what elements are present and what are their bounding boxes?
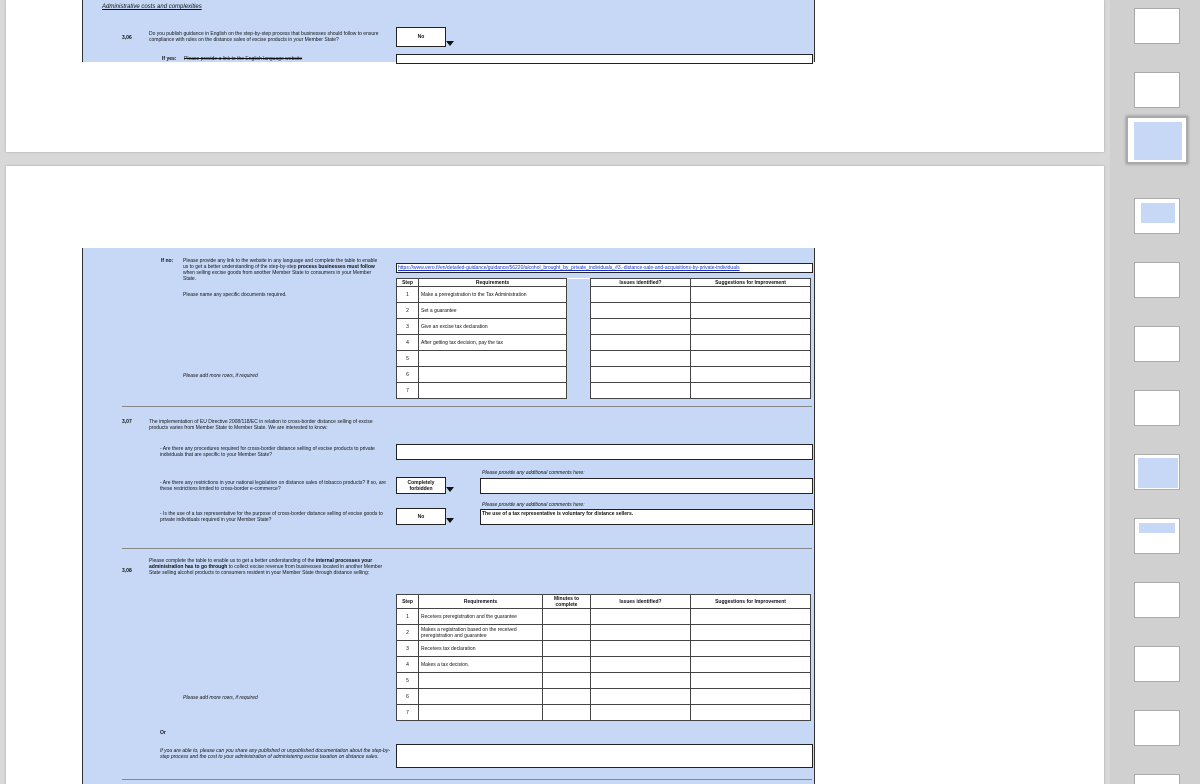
step-number: 3 — [397, 319, 419, 335]
page-thumbnail[interactable] — [1134, 326, 1180, 362]
page-thumbnail[interactable] — [1134, 198, 1180, 234]
issues-cell[interactable] — [591, 689, 691, 705]
requirement-cell[interactable] — [419, 705, 543, 721]
requirement-cell[interactable]: After getting tax decision, pay the tax — [419, 335, 567, 351]
if-yes-text: Please provide a link to the English language website — [184, 56, 303, 62]
requirement-cell[interactable] — [419, 351, 567, 367]
question-intro: The implementation of EU Directive 2008/118/EC in relation to cross-border distance selling of excise products varies from Member State to Member State. We are interested to know: — [149, 419, 373, 431]
table-row — [397, 625, 811, 641]
table-row — [397, 641, 811, 657]
step-number: 5 — [397, 351, 419, 367]
table-row — [397, 673, 811, 689]
restrictions-dropdown[interactable]: Completely forbidden — [396, 477, 446, 494]
question-text: Do you publish guidance in English on the step-by-step process that businesses should follow to ensure compliance with rules on the distance sales of excise products in your Member State? — [149, 31, 379, 43]
share-documentation-prompt: If you are able to, please can you share any published or unpublished documentation about the step-by-step process and the cost to your administration of administering excise taxation on distance sales. — [160, 748, 390, 760]
issues-cell[interactable] — [591, 351, 691, 367]
minutes-cell[interactable] — [543, 641, 591, 657]
suggestions-cell[interactable] — [691, 657, 811, 673]
suggestions-cell[interactable] — [691, 303, 811, 319]
table-gap — [567, 303, 591, 319]
minutes-cell[interactable] — [543, 657, 591, 673]
if-no-text: Please provide any link to the website in any language and complete the table to enable us to get a better understanding of the step-by-step process businesses must follow when selling excise goods from another Member State to consumers in your Member State. — [183, 258, 378, 282]
col-header-step: Step — [397, 279, 419, 287]
step-number: 6 — [397, 367, 419, 383]
divider — [122, 406, 812, 407]
table-gap — [567, 319, 591, 335]
issues-cell[interactable] — [591, 319, 691, 335]
page-thumbnail[interactable] — [1134, 72, 1180, 108]
border-line — [814, 248, 815, 784]
step-number: 7 — [397, 383, 419, 399]
border-line — [82, 248, 83, 784]
table-row — [397, 705, 811, 721]
issues-cell[interactable] — [591, 303, 691, 319]
col-header-suggestions: Suggestions for Improvement — [691, 279, 811, 287]
table-row — [397, 303, 811, 319]
table-row — [397, 383, 811, 399]
subquestion-procedures: - Are there any procedures required for cross-border distance selling of excise products to private individuals that are specific to your Member State? — [160, 446, 375, 458]
col-header-requirements: Requirements — [419, 279, 567, 287]
issues-cell[interactable] — [591, 625, 691, 641]
issues-cell[interactable] — [591, 673, 691, 689]
step-number: 6 — [397, 689, 419, 705]
table-row — [397, 287, 811, 303]
documentation-field[interactable] — [396, 744, 813, 768]
requirement-cell[interactable] — [419, 673, 543, 689]
issues-cell[interactable] — [591, 383, 691, 399]
page-thumbnail[interactable] — [1134, 454, 1180, 490]
table-gap — [567, 351, 591, 367]
page-thumbnail-selected[interactable] — [1126, 116, 1188, 164]
step-number: 3 — [397, 641, 419, 657]
issues-cell[interactable] — [591, 287, 691, 303]
suggestions-cell[interactable] — [691, 625, 811, 641]
step-number: 2 — [397, 303, 419, 319]
comments-prompt: Please provide any additional comments here: — [482, 470, 585, 476]
step-number: 1 — [397, 609, 419, 625]
col-header-issues: Issues identified? — [591, 595, 691, 609]
divider — [122, 779, 812, 780]
subquestion-tax-representative: - Is the use of a tax representative for the purpose of cross-border distance selling of excise goods to private individuals required in your Member State? — [160, 511, 383, 523]
page-thumbnail[interactable] — [1134, 646, 1180, 682]
page-1 — [6, 0, 1104, 152]
step-number: 7 — [397, 705, 419, 721]
requirement-cell[interactable]: Receives preregistration and the guarantee — [419, 609, 543, 625]
steps-table-administration — [396, 594, 811, 721]
thumbnail-preview — [1139, 523, 1175, 533]
more-rows-note: Please add more rows, if required — [183, 695, 258, 701]
thumbnail-preview — [1138, 458, 1178, 488]
page-thumbnail[interactable] — [1134, 8, 1180, 44]
minutes-cell[interactable] — [543, 705, 591, 721]
col-header-step: Step — [397, 595, 419, 609]
question-number: 3,07 — [122, 419, 132, 425]
table-row — [397, 351, 811, 367]
table-row — [397, 689, 811, 705]
suggestions-cell[interactable] — [691, 705, 811, 721]
table-gap — [567, 335, 591, 351]
dropdown-arrow-icon[interactable] — [446, 41, 454, 46]
issues-cell[interactable] — [591, 705, 691, 721]
step-number: 1 — [397, 287, 419, 303]
requirement-cell[interactable]: Give an excise tax declaration — [419, 319, 567, 335]
table-row — [397, 319, 811, 335]
requirement-cell[interactable]: Receives tax declaration — [419, 641, 543, 657]
question-number: 3,06 — [122, 35, 132, 41]
suggestions-cell[interactable] — [691, 609, 811, 625]
col-header-minutes: Minutes to complete — [543, 595, 591, 609]
suggestions-cell[interactable] — [691, 641, 811, 657]
table-row — [397, 335, 811, 351]
issues-cell[interactable] — [591, 609, 691, 625]
dropdown-arrow-icon[interactable] — [446, 487, 454, 492]
page-thumbnail[interactable] — [1134, 390, 1180, 426]
suggestions-cell[interactable] — [691, 383, 811, 399]
suggestions-cell[interactable] — [691, 335, 811, 351]
issues-cell[interactable] — [591, 641, 691, 657]
website-link-field[interactable]: https://www.vero.fi/en/detailed-guidance/guidance/56220/alcohol_brought_by_private_individuals_#3.-distance-sale-and-acquisitions-by-private-individuals — [396, 263, 813, 273]
question-text: Please complete the table to enable us to get a better understanding of the internal processes your administration has to go through to collect excise revenue from businesses located in another Member State selling alcohol products to consumers resident in your Member State through distance selling: — [149, 558, 383, 576]
minutes-cell[interactable] — [543, 673, 591, 689]
requirement-cell[interactable]: Makes a registration based on the received preregistration and guarantee — [419, 625, 543, 641]
step-number: 2 — [397, 625, 419, 641]
divider — [122, 548, 812, 549]
border-line — [82, 0, 83, 62]
step-number: 4 — [397, 335, 419, 351]
restrictions-comment-field[interactable] — [480, 478, 813, 494]
page-thumbnail[interactable] — [1134, 774, 1180, 784]
col-header-requirements: Requirements — [419, 595, 543, 609]
table-gap — [567, 287, 591, 303]
thumbnail-sidebar[interactable] — [1110, 0, 1200, 784]
border-line — [814, 0, 815, 62]
page-thumbnail[interactable] — [1134, 262, 1180, 298]
form-area — [82, 248, 815, 784]
thumbnail-preview — [1134, 122, 1182, 160]
thumbnail-preview — [1141, 203, 1175, 223]
suggestions-cell[interactable] — [691, 673, 811, 689]
question-number: 3,08 — [122, 568, 132, 574]
if-yes-label: If yes: — [162, 56, 177, 62]
steps-table-business — [396, 278, 811, 399]
issues-cell[interactable] — [591, 335, 691, 351]
dropdown-arrow-icon[interactable] — [446, 518, 454, 523]
suggestions-cell[interactable] — [691, 319, 811, 335]
suggestions-cell[interactable] — [691, 689, 811, 705]
col-header-suggestions: Suggestions for Improvement — [691, 595, 811, 609]
page-thumbnail[interactable] — [1134, 582, 1180, 618]
table-gap — [567, 383, 591, 399]
if-no-label: If no: — [161, 258, 174, 264]
suggestions-cell[interactable] — [691, 287, 811, 303]
or-label: Or — [160, 730, 166, 736]
requirement-cell[interactable]: Make a preregistration to the Tax Administration — [419, 287, 567, 303]
page-thumbnail[interactable] — [1134, 518, 1180, 554]
table-gap — [567, 367, 591, 383]
minutes-cell[interactable] — [543, 609, 591, 625]
requirement-cell[interactable] — [419, 689, 543, 705]
more-rows-note: Please add more rows, if required — [183, 373, 258, 379]
requirement-cell[interactable] — [419, 367, 567, 383]
table-row — [397, 609, 811, 625]
requirement-cell[interactable] — [419, 383, 567, 399]
requirement-cell[interactable]: Makes a tax decision. — [419, 657, 543, 673]
table-row — [397, 367, 811, 383]
answer-dropdown[interactable]: No — [396, 27, 446, 47]
suggestions-cell[interactable] — [691, 351, 811, 367]
issues-cell[interactable] — [591, 657, 691, 673]
table-gap — [567, 279, 591, 287]
form-area — [82, 0, 815, 62]
issues-cell[interactable] — [591, 367, 691, 383]
english-link-field[interactable] — [396, 54, 813, 64]
table-row — [397, 657, 811, 673]
minutes-cell[interactable] — [543, 625, 591, 641]
col-header-issues: Issues identified? — [591, 279, 691, 287]
subquestion-restrictions: - Are there any restrictions in your national legislation on distance sales of tobacco products? If so, are these restrictions limited to cross-border e-commerce? — [160, 480, 386, 492]
comments-prompt: Please provide any additional comments here: — [482, 502, 585, 508]
page-thumbnail[interactable] — [1134, 710, 1180, 746]
step-number: 5 — [397, 673, 419, 689]
tax-representative-comment-field[interactable]: The use of a tax representative is voluntary for distance sellers. — [480, 509, 813, 525]
suggestions-cell[interactable] — [691, 367, 811, 383]
requirement-cell[interactable]: Set a guarantee — [419, 303, 567, 319]
page-2 — [6, 166, 1104, 784]
documents-prompt: Please name any specific documents required. — [183, 292, 287, 298]
procedures-answer-field[interactable] — [396, 444, 813, 460]
step-number: 4 — [397, 657, 419, 673]
minutes-cell[interactable] — [543, 689, 591, 705]
section-heading: Administrative costs and complexities — [102, 4, 202, 10]
tax-representative-dropdown[interactable]: No — [396, 508, 446, 525]
